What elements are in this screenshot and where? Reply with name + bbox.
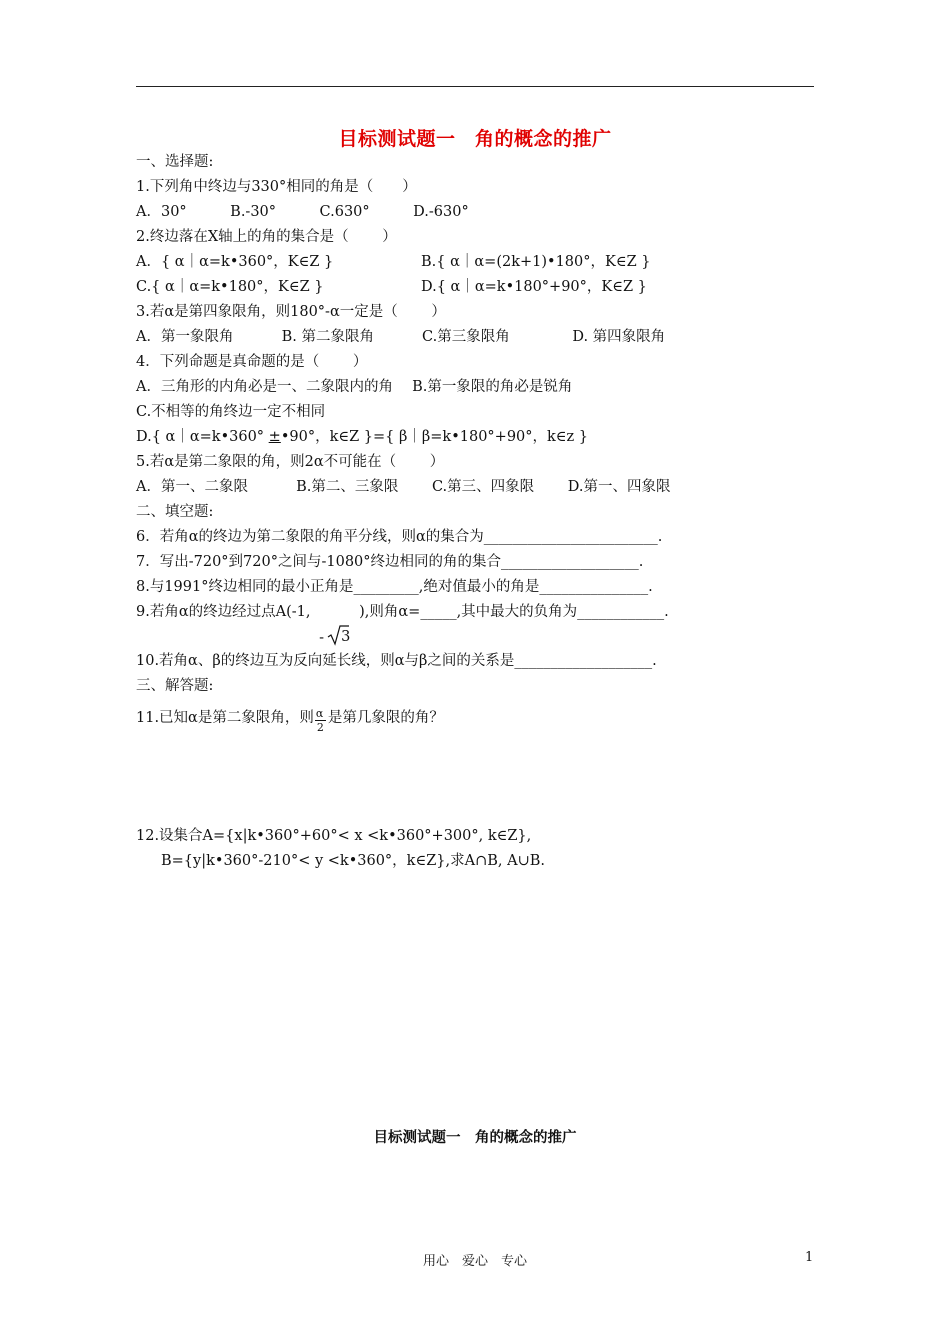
fraction-denominator: 2 (316, 721, 324, 734)
q2-stem: 2.终边落在X轴上的角的集合是（ ） (136, 229, 397, 245)
q4-options-ab: A．三角形的内角必是一、二象限内的角 B.第一象限的角必是锐角 (136, 379, 573, 395)
q8: 8.与1991°终边相同的最小正角是_________,绝对值最小的角是_______________. (136, 579, 653, 595)
q4-option-d (136, 427, 588, 447)
q2-option-a: A．{ α｜α=k•360°，K∈Z } (136, 254, 334, 270)
q9 (136, 602, 669, 646)
sqrt-radicand: 3 (341, 629, 351, 645)
q3-stem: 3.若α是第四象限角，则180°-α一定是（ ） (136, 304, 446, 320)
q9-pre: 9.若角α的终边经过点A(-1, (136, 604, 316, 620)
q4-stem: 4．下列命题是真命题的是（ ） (136, 354, 368, 370)
fraction-alpha-over-2 (314, 707, 328, 734)
q4-option-d-pre: D.{ α｜α=k•360° (136, 429, 269, 445)
q11 (136, 707, 444, 734)
q12-line1: 12.设集合A={x|k•360°+60°< x <k•360°+300°, k∈Z}, (136, 828, 532, 844)
q12-line2: B={y|k•360°-210°< y <k•360°，k∈Z},求A∩B, A∪B. (161, 853, 545, 869)
section-solve: 三、解答题: (136, 678, 214, 694)
q2-option-d: D.{ α｜α=k•180°+90°，K∈Z } (421, 279, 647, 295)
q4-option-c: C.不相等的角终边一定不相同 (136, 404, 326, 420)
section-fill: 二、填空题: (136, 504, 214, 520)
q11-post: 是第几象限的角？ (327, 710, 444, 726)
q1-stem: 1.下列角中终边与330°相同的角是（ ） (136, 179, 417, 195)
q10: 10.若角α、β的终边互为反向延长线，则α与β之间的关系是___________________. (136, 653, 657, 669)
q1-options: A．30° B.-30° C.630° D.-630° (136, 204, 469, 220)
sqrt-minus: - (319, 630, 325, 646)
q11-pre: 11.已知α是第二象限角，则 (136, 710, 314, 726)
page-number: 1 (805, 1250, 814, 1265)
fraction-numerator: α (315, 707, 324, 720)
q5-options: A．第一、二象限 B.第二、三象限 C.第三、四象限 D.第一、四象限 (136, 479, 671, 495)
q6: 6．若角α的终边为第二象限的角平分线，则α的集合为________________________. (136, 529, 663, 545)
q7: 7．写出-720°到720°之间与-1080°终边相同的角的集合___________________. (136, 554, 644, 570)
q2-option-b: B.{ α｜α=(2k+1)•180°，K∈Z } (421, 254, 651, 270)
q9-post: ),则角α=_____,其中最大的负角为____________. (359, 604, 669, 620)
q2-option-c: C.{ α｜α=k•180°，K∈Z } (136, 279, 324, 295)
q5-stem: 5.若α是第二象限的角，则2α不可能在（ ） (136, 454, 445, 470)
q3-options: A．第一象限角 B. 第二象限角 C.第三象限角 D. 第四象限角 (136, 329, 666, 345)
repeated-title: 目标测试题一 角的概念的推广 (373, 1130, 577, 1146)
plus-minus-sign: ± (268, 429, 281, 445)
header-rule (136, 86, 814, 87)
page-footer: 用心 爱心 专心 (422, 1254, 527, 1269)
page-title: 目标测试题一 角的概念的推广 (338, 128, 612, 150)
section-choice: 一、选择题: (136, 154, 214, 170)
q4-option-d-post: •90°，k∈Z }={ β｜β=k•180°+90°，k∈z } (280, 429, 589, 445)
